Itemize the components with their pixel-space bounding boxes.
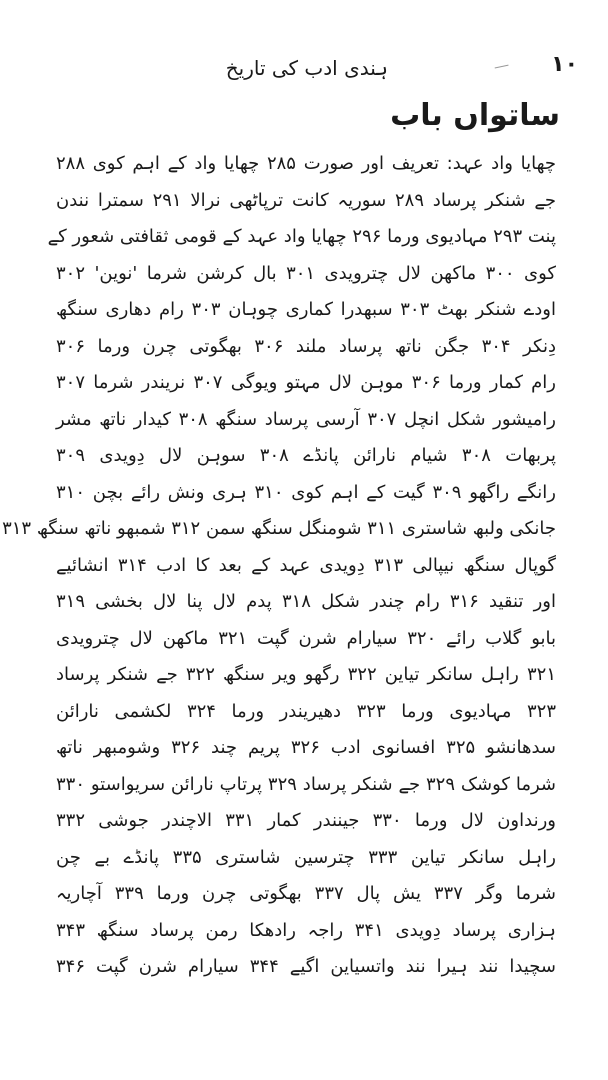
content-line: اور تنقید ۳۱۶ رام چندر شکل ۳۱۸ پدم لال پنا لال بخشی ۳۱۹ [56, 591, 556, 612]
page-number: ۱۰ [551, 52, 578, 77]
content-line: ۳۲۳ مہادیوی ورما ۳۲۳ دھیریندر ورما ۳۲۴ لکشمی نارائن [56, 700, 556, 722]
chapter-title: ساتواں باب [390, 98, 560, 133]
content-line: جانکی ولبھ شاستری ۳۱۱ شومنگل سنگھ سمن ۳۱۲ شمبھو ناتھ سنگھ ۳۱۳ [2, 518, 556, 539]
content-line: گوپال سنگھ نیپالی ۳۱۳ دِویدی عہد کے بعد کا ادب ۳۱۴ انشائیے [56, 554, 557, 576]
content-line: ۳۲۱ راہل سانکر تیاین ۳۲۲ رگھو ویر سنگھ ۳۲۲ جے شنکر پرساد [56, 664, 556, 685]
content-line: اودے شنکر بھٹ ۳۰۳ سبھدرا کماری چوہان ۳۰۳ رام دھاری سنگھ [56, 299, 556, 320]
content-line: رانگے راگھو ۳۰۹ گیت کے اہم کوی ۳۱۰ ہری ونش رائے بچن ۳۱۰ [56, 481, 556, 503]
contents-list [2, 146, 557, 986]
content-line: پنت ۲۹۳ مہادیوی ورما ۲۹۶ چھایا واد عہد کے قومی ثقافتی شعور کے [47, 226, 556, 247]
content-line: کوی ۳۰۰ ماکھن لال چترویدی ۳۰۱ بال کرشن شرما 'نوین' ۳۰۲ [56, 262, 556, 284]
content-line: سچیدا نند ہیرا نند واتسیاین اگیے ۳۴۴ سیارام شرن گپت ۳۴۶ [56, 956, 556, 977]
content-line: جے شنکر پرساد ۲۸۹ سوریہ کانت ترپاٹھی نرالا ۲۹۱ سمترا نندن [56, 189, 557, 211]
content-line: رام کمار ورما ۳۰۶ موہن لال مہتو ویوگی ۳۰۷ نریندر شرما ۳۰۷ [56, 372, 557, 393]
content-line: دِنکر ۳۰۴ جگن ناتھ پرساد ملند ۳۰۶ بھگوتی چرن ورما ۳۰۶ [56, 335, 557, 357]
content-line: پربھات ۳۰۸ شیام نارائن پانڈے ۳۰۸ سوہن لال دِویدی ۳۰۹ [56, 445, 556, 466]
content-line: ورنداون لال ورما ۳۳۰ جینندر کمار ۳۳۱ الاچندر جوشی ۳۳۲ [56, 810, 556, 831]
running-title: ہندی ادب کی تاریخ [225, 56, 388, 80]
content-line: ہزاری پرساد دِویدی ۳۴۱ راجہ رادھکا رمن پرساد سنگھ ۳۴۳ [56, 919, 556, 941]
content-line: سدھانشو ۳۲۵ افسانوی ادب ۳۲۶ پریم چند ۳۲۶ وشومبھر ناتھ [56, 737, 556, 758]
content-line: شرما وگر ۳۳۷ یش پال ۳۳۷ بھگوتی چرن ورما ۳۳۹ آچاریہ [56, 883, 556, 904]
content-line: چھایا واد عہد: تعریف اور صورت ۲۸۵ چھایا واد کے اہم کوی ۲۸۸ [56, 153, 556, 174]
content-line: راہل سانکر تیاین ۳۳۳ چترسین شاستری ۳۳۵ پانڈے بے چن [56, 846, 556, 868]
content-line: شرما کوشک ۳۲۹ جے شنکر پرساد ۳۲۹ پرتاپ نارائن سریواستو ۳۳۰ [56, 773, 556, 795]
content-line: بابو گلاب رائے ۳۲۰ سیارام شرن گپت ۳۲۱ ماکھن لال چترویدی [56, 627, 556, 649]
content-line: رامیشور شکل انچل ۳۰۷ آرسی پرساد سنگھ ۳۰۸ کیدار ناتھ مشر [56, 408, 556, 430]
